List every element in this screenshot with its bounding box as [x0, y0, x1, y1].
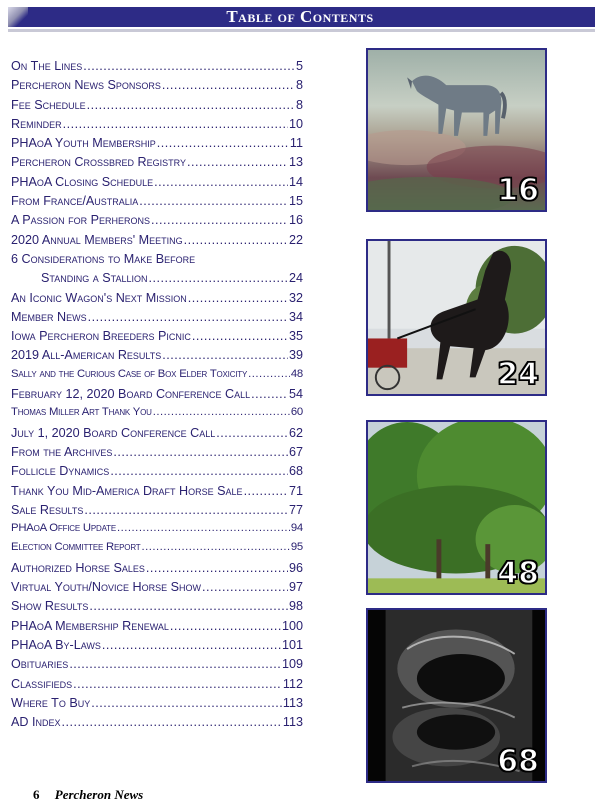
toc-entry-page: 100 — [281, 618, 303, 633]
toc-entry-title: Sally and the Curious Case of Box Elder Toxicity — [11, 367, 248, 380]
toc-entry-title: Show Results — [11, 599, 89, 614]
toc-entry — [11, 155, 303, 174]
toc-entry-page: 101 — [281, 637, 303, 652]
toc-entry — [11, 561, 303, 580]
toc-entry-title: Thomas Miller Art Thank You — [11, 406, 152, 419]
toc-leader-dots — [113, 445, 288, 459]
toc-entry-title: July 1, 2020 Board Conference Call — [11, 425, 216, 440]
toc-entry-title: Classifieds — [11, 676, 73, 691]
toc-leader-dots — [244, 484, 288, 498]
toc-entry-page: 71 — [288, 483, 303, 498]
toc-leader-dots — [69, 657, 281, 671]
toc-entry — [11, 406, 303, 425]
toc-entry-title: Iowa Percheron Breeders Picnic — [11, 329, 191, 344]
toc-entry — [11, 194, 303, 213]
toc-entry-page: 62 — [288, 425, 303, 440]
toc-entry — [11, 117, 303, 136]
photo-ultrasound — [366, 608, 547, 783]
toc-list — [11, 59, 303, 734]
photo-driving-horse — [366, 239, 547, 396]
toc-leader-dots — [192, 329, 288, 343]
toc-leader-dots — [151, 213, 288, 227]
toc-entry-title: Member News — [11, 309, 87, 324]
toc-entry-title: 2020 Annual Members' Meeting — [11, 232, 183, 247]
toc-entry-title: Follicle Dynamics — [11, 464, 110, 479]
photo-grey-horse-painting — [366, 48, 547, 212]
toc-entry-title: AD Index — [11, 715, 61, 730]
toc-entry-page: 8 — [295, 78, 303, 93]
toc-leader-dots — [251, 387, 288, 401]
toc-entry-page: 24 — [288, 271, 303, 286]
toc-entry-page: 32 — [288, 290, 303, 305]
toc-entry-title: From France/Australia — [11, 194, 139, 209]
toc-entry — [11, 599, 303, 618]
toc-entry-title: February 12, 2020 Board Conference Call — [11, 387, 251, 402]
toc-leader-dots — [91, 696, 282, 710]
toc-entry — [11, 233, 303, 252]
toc-entry — [11, 387, 303, 406]
toc-leader-dots — [117, 522, 290, 534]
toc-entry-page: 109 — [281, 657, 303, 672]
toc-entry — [11, 329, 303, 348]
toc-entry-page: 112 — [282, 676, 303, 691]
footer-page-number: 6 — [33, 787, 40, 802]
toc-entry-page: 10 — [288, 116, 303, 131]
toc-leader-dots — [170, 619, 281, 633]
toc-entry-page: 67 — [288, 444, 303, 459]
toc-entry — [11, 696, 303, 715]
toc-entry-page: 11 — [289, 136, 303, 151]
page-footer — [33, 787, 143, 805]
toc-entry-title: PHAoA Youth Membership — [11, 136, 156, 151]
toc-entry-page: 16 — [288, 213, 303, 228]
toc-entry — [11, 677, 303, 696]
toc-entry-page: 54 — [288, 387, 303, 402]
toc-leader-dots — [141, 541, 289, 553]
toc-entry — [11, 291, 303, 310]
toc-entry-page: 60 — [290, 406, 303, 419]
toc-entry-title: Thank You Mid-America Draft Horse Sale — [11, 483, 243, 498]
toc-entry-title: Authorized Horse Sales — [11, 560, 145, 575]
page-title: Table of Contents — [226, 7, 374, 26]
toc-entry-page: 8 — [295, 97, 303, 112]
toc-entry-page: 35 — [288, 329, 303, 344]
toc-leader-dots — [154, 175, 288, 189]
toc-entry-title: Standing a Stallion — [41, 271, 148, 286]
toc-leader-dots — [83, 59, 295, 73]
toc-leader-dots — [184, 233, 288, 247]
toc-entry — [11, 619, 303, 638]
toc-entry-page: 98 — [288, 599, 303, 614]
toc-entry — [11, 368, 303, 387]
toc-entry-page: 15 — [288, 194, 303, 209]
toc-leader-dots — [88, 310, 288, 324]
toc-entry — [11, 348, 303, 367]
toc-entry — [11, 445, 303, 464]
toc-leader-dots — [62, 715, 282, 729]
toc-entry-page: 113 — [282, 715, 303, 730]
toc-entry — [11, 213, 303, 232]
toc-entry-title: PHAoA Office Update — [11, 522, 116, 535]
toc-entry — [11, 484, 303, 503]
toc-leader-dots — [63, 117, 288, 131]
toc-entry-title: Obituaries — [11, 657, 69, 672]
toc-entry-title: Election Committee Report — [11, 541, 141, 554]
toc-entry — [11, 310, 303, 329]
toc-leader-dots — [139, 194, 288, 208]
toc-leader-dots — [73, 677, 282, 691]
toc-entry-title: Reminder — [11, 116, 62, 131]
toc-entry-page: 94 — [290, 522, 303, 535]
toc-entry — [11, 657, 303, 676]
toc-entry-page: 48 — [290, 367, 303, 380]
toc-entry — [11, 252, 303, 271]
toc-entry — [11, 715, 303, 734]
toc-entry — [11, 503, 303, 522]
toc-entry-title: 6 Considerations to Make Before — [11, 251, 196, 266]
photo-page-label: 48 — [497, 556, 539, 591]
photo-page-label: 24 — [497, 357, 539, 392]
toc-entry — [11, 78, 303, 97]
toc-entry — [11, 175, 303, 194]
toc-entry-page: 96 — [288, 560, 303, 575]
toc-entry — [11, 426, 303, 445]
toc-entry-title: Percheron Crossbred Registry — [11, 155, 186, 170]
toc-entry-page: 113 — [282, 695, 303, 710]
toc-entry-title: PHAoA Closing Schedule — [11, 174, 154, 189]
toc-entry — [11, 464, 303, 483]
toc-entry-title: 2019 All-American Results — [11, 348, 162, 363]
toc-leader-dots — [153, 406, 290, 418]
toc-leader-dots — [248, 368, 290, 380]
photo-box-elder-trees — [366, 420, 547, 595]
toc-entry-page: 39 — [288, 348, 303, 363]
toc-leader-dots — [102, 638, 281, 652]
toc-leader-dots — [84, 503, 288, 517]
toc-entry-title: On The Lines — [11, 59, 83, 73]
toc-entry — [11, 522, 303, 541]
toc-entry — [11, 59, 303, 78]
toc-entry-title: Virtual Youth/Novice Horse Show — [11, 580, 202, 595]
toc-leader-dots — [157, 136, 289, 150]
toc-entry-title: PHAoA By-Laws — [11, 637, 101, 652]
toc-entry-title: Sale Results — [11, 502, 84, 517]
toc-entry-page: 95 — [290, 541, 303, 554]
toc-entry-title: From the Archives — [11, 444, 113, 459]
footer-publication: Percheron News — [54, 787, 144, 802]
toc-entry-title: Fee Schedule — [11, 97, 86, 112]
toc-entry-page: 5 — [295, 59, 303, 73]
toc-entry-title: Where To Buy — [11, 695, 91, 710]
toc-entry — [11, 136, 303, 155]
toc-entry-page: 77 — [288, 502, 303, 517]
toc-leader-dots — [216, 426, 288, 440]
toc-leader-dots — [162, 348, 288, 362]
toc-leader-dots — [202, 580, 288, 594]
toc-entry-title: PHAoA Membership Renewal — [11, 618, 169, 633]
toc-leader-dots — [187, 155, 288, 169]
toc-leader-dots — [162, 78, 295, 92]
toc-entry-page: 13 — [288, 155, 303, 170]
toc-entry — [11, 98, 303, 117]
toc-entry-page: 14 — [288, 174, 303, 189]
toc-entry — [11, 541, 303, 560]
toc-leader-dots — [146, 561, 288, 575]
toc-entry — [11, 580, 303, 599]
photo-page-label: 68 — [497, 744, 539, 779]
toc-entry-title: Percheron News Sponsors — [11, 78, 161, 93]
toc-entry-page: 68 — [288, 464, 303, 479]
photo-page-label: 16 — [497, 173, 539, 208]
toc-entry-page: 22 — [288, 232, 303, 247]
toc-leader-dots — [188, 291, 288, 305]
toc-leader-dots — [87, 98, 295, 112]
toc-entry — [11, 271, 303, 290]
toc-entry-title: A Passion for Perherons — [11, 213, 151, 228]
toc-entry-page: 97 — [288, 580, 303, 595]
banner-underline — [8, 29, 595, 32]
toc-leader-dots — [148, 271, 288, 285]
toc-entry-title: An Iconic Wagon's Next Mission — [11, 290, 187, 305]
toc-entry-page: 34 — [288, 309, 303, 324]
toc-entry — [11, 638, 303, 657]
toc-leader-dots — [89, 599, 288, 613]
toc-leader-dots — [110, 464, 288, 478]
